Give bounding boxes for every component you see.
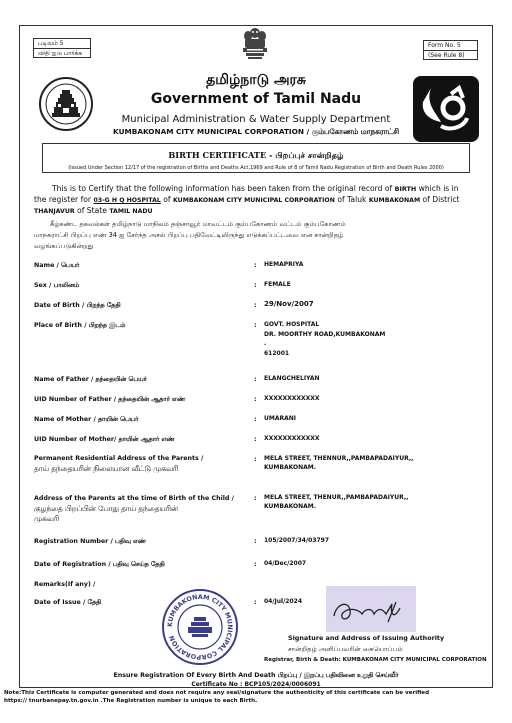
field-colon: : bbox=[254, 261, 257, 269]
field-colon: : bbox=[254, 321, 257, 329]
field-colon: : bbox=[254, 435, 257, 443]
field-label-permanent-address: Permanent Residential Address of the Parents / bbox=[34, 455, 204, 462]
record-type: BIRTH bbox=[394, 185, 417, 193]
field-colon: : bbox=[254, 537, 257, 545]
certificate-title-box bbox=[42, 143, 470, 173]
see-rule-tamil: விதி ஐடு பார்க்க bbox=[34, 48, 90, 58]
field-value-place-line-1: GOVT. HOSPITAL bbox=[264, 321, 320, 328]
field-label-name: Name / பெயர் bbox=[34, 262, 80, 269]
certificate-title: BIRTH CERTIFICATE - பிறப்புச் சான்றிதழ் bbox=[168, 150, 344, 160]
field-value-father-uid: XXXXXXXXXXXX bbox=[264, 395, 320, 402]
intro-of-state: of State bbox=[77, 206, 107, 215]
intro-line-3 bbox=[34, 206, 153, 215]
field-value-date-of-birth: 29/Nov/2007 bbox=[264, 300, 314, 308]
field-colon: : bbox=[254, 455, 257, 463]
field-label-birth-address-tamil: குழந்தை பிறப்பின் போது தாய் தந்தையரின் bbox=[34, 504, 178, 513]
field-value-mother-uid: XXXXXXXXXXXX bbox=[264, 435, 320, 442]
form-number-english: Form No. 5 bbox=[428, 42, 461, 49]
field-label-father-uid: UID Number of Father / தந்தையின் ஆதார் எண் bbox=[34, 396, 185, 403]
intro-tamil-line-3: வழங்கப்படுகின்றது bbox=[34, 242, 94, 250]
signature-caption: Signature and Address of Issuing Authority bbox=[288, 634, 445, 642]
field-label-date-of-birth: Date of Birth / பிறந்த தேதி bbox=[34, 302, 121, 309]
footer-note-line-1: Note:This Certificate is computer generated and does not require any seal/signature the authenticity of this certificate can be verified bbox=[4, 690, 430, 696]
department-name: Municipal Administration & Water Supply Department bbox=[121, 114, 391, 125]
field-colon: : bbox=[254, 494, 257, 502]
registrar-line: Registrar, Birth & Death: KUMBAKONAM CITY MUNICIPAL CORPORATION bbox=[264, 657, 487, 663]
field-colon: : bbox=[254, 301, 257, 309]
field-value-sex: FEMALE bbox=[264, 281, 291, 288]
certificate-subtitle: (Issued Under Section 12/17 of the registration of Births and Deaths Act,1969 and Rule of 8 of Tamil Nadu Registration of Birth and Death Rules 2000) bbox=[68, 165, 444, 171]
taluk-name: KUMBAKONAM bbox=[368, 197, 421, 204]
field-colon: : bbox=[254, 395, 257, 403]
field-label-place-of-birth: Place of Birth / பிறந்த இடம் bbox=[34, 322, 126, 329]
intro-corporation: KUMBAKONAM CITY MUNICIPAL CORPORATION bbox=[173, 197, 335, 204]
field-label-date-of-registration: Date of Registration / பதிவு செய்த தேதி bbox=[34, 561, 165, 568]
field-colon: : bbox=[254, 598, 257, 606]
field-colon: : bbox=[254, 375, 257, 383]
field-value-birth-address-line-2: KUMBAKONAM. bbox=[264, 503, 316, 510]
seal-text: KUMBAKONAM CITY MUNICIPAL CORPORATION bbox=[165, 592, 235, 662]
intro-line-1 bbox=[52, 184, 459, 193]
intro-text: This is to Certify that the following information has been taken from the original record of bbox=[52, 184, 393, 193]
field-value-place-line-4: 612001 bbox=[264, 350, 290, 357]
field-label-birth-address: Address of the Parents at the time of Birth of the Child / bbox=[34, 495, 234, 502]
field-label-sex: Sex / பாலினம் bbox=[34, 282, 80, 289]
field-colon: : bbox=[254, 560, 257, 568]
form-number-tamil: படிவம் 5 bbox=[38, 40, 64, 47]
field-value-permanent-address-line-2: KUMBAKONAM. bbox=[264, 464, 316, 471]
field-value-birth-address-line-1: MELA STREET, THENUR,,PAMBAPADAIYUR,, bbox=[264, 494, 409, 501]
field-label-date-of-issue: Date of Issue / தேதி bbox=[34, 599, 102, 606]
see-rule-english: (See Rule 8) bbox=[424, 50, 477, 60]
hospital-code: 03-G H Q HOSPITAL bbox=[93, 197, 161, 204]
field-value-name: HEMAPRIYA bbox=[264, 261, 304, 268]
intro-text-end: which is in bbox=[418, 184, 459, 193]
intro-line-2 bbox=[34, 195, 460, 204]
field-label-remarks: Remarks(If any) / bbox=[34, 581, 96, 588]
field-value-mother-name: UMARANI bbox=[264, 415, 297, 422]
field-label-mother-uid: UID Number of Mother/ தாயின் ஆதார் எண் bbox=[34, 436, 175, 443]
footer-note-line-2: https:// tnurbanepay.tn.gov.in .The Registration number is unique to each Birth. bbox=[4, 698, 258, 704]
certificate-number: Certificate No : BCP105/2024/0006091 bbox=[191, 681, 321, 688]
field-colon: : bbox=[254, 415, 257, 423]
footer-ensure-registration: Ensure Registration Of Every Birth And Death பிறப்பு / இறப்பு பதிவினை உறுதி செய்வீர் bbox=[113, 672, 399, 679]
signature-caption-tamil: சான்றிதழ் அளிப்பவரின் கையொப்பம் bbox=[288, 645, 403, 653]
intro-of: of bbox=[163, 195, 171, 204]
field-value-registration-number: 105/2007/34/03797 bbox=[264, 537, 330, 544]
field-label-mother-name: Name of Mother / தாயின் பெயர் bbox=[34, 416, 139, 423]
intro-tamil-line-1: கீழ்கண்ட தகவல்கள் தமிழ்நாடு மாநிலம் தஞ்சாவூர் மாவட்டம் கும்பகோணம் வட்டம் கும்பகோணம் bbox=[50, 220, 346, 228]
field-value-permanent-address-line-1: MELA STREET, THENNUR,,PAMBAPADAIYUR,, bbox=[264, 455, 414, 462]
field-value-place-line-3: . bbox=[264, 340, 267, 347]
form-number-box-tamil bbox=[33, 38, 91, 58]
form-number-box-english bbox=[423, 40, 478, 60]
district-name: THANJAVUR bbox=[34, 208, 75, 215]
intro-of-district: of District bbox=[422, 195, 460, 204]
intro-register-for: the register for bbox=[34, 195, 92, 204]
field-value-father-name: ELANGCHELIYAN bbox=[264, 375, 320, 382]
national-emblem-icon bbox=[238, 26, 272, 66]
field-label-registration-number: Registration Number / பதிவு எண் bbox=[34, 538, 146, 545]
field-value-date-of-issue: 04/Jul/2024 bbox=[264, 598, 302, 605]
municipal-seal-icon bbox=[160, 587, 240, 667]
government-title-english: Government of Tamil Nadu bbox=[150, 91, 362, 107]
signature-icon bbox=[326, 586, 416, 632]
field-colon: : bbox=[254, 281, 257, 289]
intro-tamil-line-2: மாநகராட்சி பிறப்பு எண் 34 ஐ சேர்ந்த அசல் பிறப்பு பதிவேட்டிலிருந்து எடுக்கப்பட்டவை என சான்றிதழ் bbox=[34, 231, 344, 239]
field-value-date-of-registration: 04/Dec/2007 bbox=[264, 560, 307, 567]
intro-of-taluk: of Taluk bbox=[337, 195, 367, 204]
corporation-name: KUMBAKONAM CITY MUNICIPAL CORPORATION / கும்பகோணம் மாநகராட்சி bbox=[113, 127, 399, 136]
government-title-tamil: தமிழ்நாடு அரசு bbox=[206, 72, 306, 88]
field-label-father-name: Name of Father / தந்தையின் பெயர் bbox=[34, 376, 147, 383]
field-label-permanent-address-tamil: தாய் தந்தையரின் நிலையான வீட்டு முகவரி bbox=[34, 464, 179, 473]
field-value-place-line-2: DR. MOORTHY ROAD,KUMBAKONAM bbox=[264, 331, 386, 338]
state-name: TAMIL NADU bbox=[109, 208, 153, 215]
field-label-birth-address-tamil-2: முகவரி bbox=[34, 514, 60, 523]
